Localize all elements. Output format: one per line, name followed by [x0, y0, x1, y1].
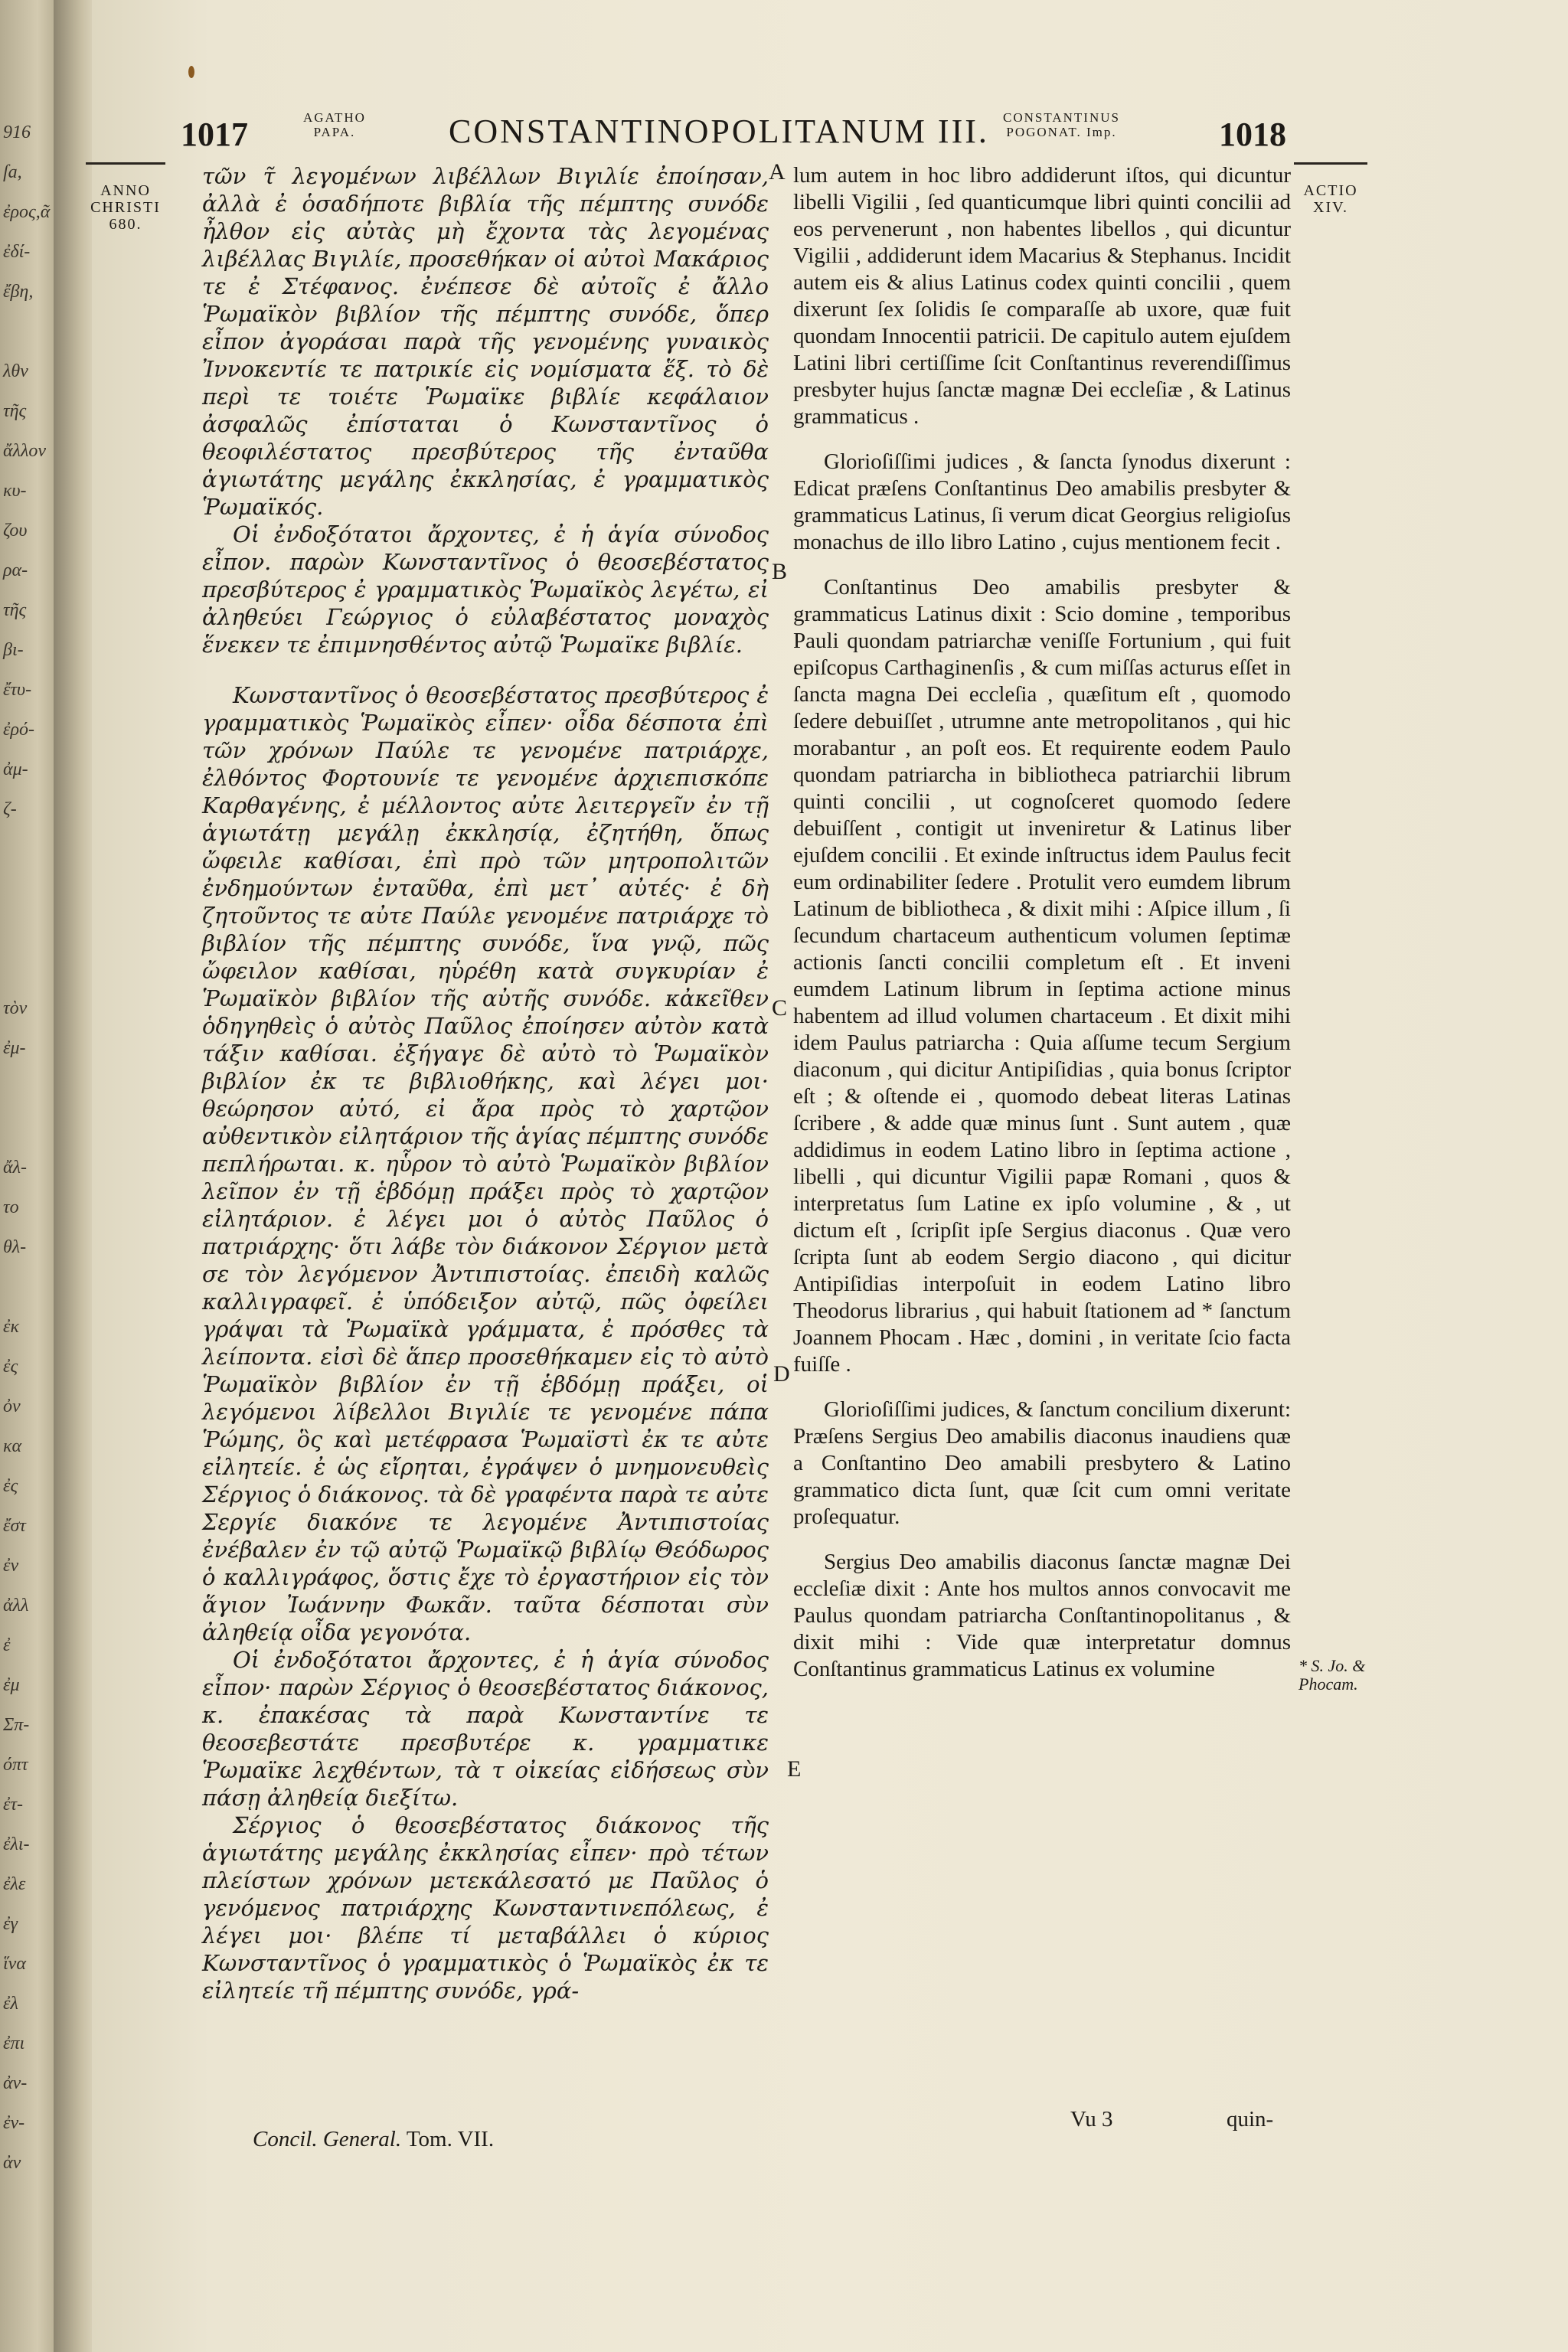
- section-letter-d: D: [773, 1361, 790, 1387]
- page-number-left: 1017: [181, 116, 248, 153]
- previous-page-fragment: ἀν-: [3, 2073, 28, 2093]
- previous-page-fragment: ἀλλ: [3, 1596, 29, 1615]
- previous-page-fragment: ἄλ-: [3, 1158, 27, 1178]
- latin-paragraph: Conſtantinus Deo amabilis presbyter & grammaticus Latinus dixit : Scio domine , temporibus Pauli quondam patriarchæ veniſſe Fortunium , qui fuit epiſcopus Carthaginenſis , & cum miſſas acturus eſſet in ſancta magna Dei eccleſia , quæſitum eſt , quomodo ſedere debuiſſet , utrumne ante metropolitanos , qui hic morabantur , an poſt eos. Et requirente eodem Paulo quondam patriarcha in bibliotheca patriarchii librum quinti concilii , ut cognoſceret quomodo ſedere debuiſſent , contigit ut inveniretur & Latinus liber ejuſdem concilii . Et exinde inſtructus idem Paulus fecit eum ordinabiliter ſedere . Protulit vero eumdem librum Latinum de bibliotheca , & dixit mihi : Aſpice illum , ſi ſecundum chartaceum authenticum volumen ſeptimæ actionis ſancti concilii completum eſt . Et inveni eumdem Latinum librum in ſeptima actione minus habentem ad illud volumen chartaceum . Et dixit mihi idem Paulus patriarcha : Quia aſſume tecum Sergium diaconum , qui dicitur Antipiſidias , quia bonus ſcriptor eſt ; & oſtende ei , quomodo debeat literas Latinas ſcribere , & adde quæ minus ſunt . Sunt autem , quæ addidimus in eodem Latino libro in ſeptima actione , libelli , qui dicuntur Vigilii papæ Romani , quos & interpretatus ſum Latine ex ipſo volumine , & , ut dictum eſt , ſcripſit ipſe Sergius diaconus . Quæ vero ſcripta ſunt ab eodem Sergio diacono , qui dicitur Antipiſidias interpoſuit in eodem Latino libro Theodorus librarius , qui habuit ſtationem ad * ſanctum Joannem Phocam . Hæc , domini , in veritate ſcio facta fuiſſe .: [793, 575, 1291, 1377]
- greek-paragraph: Σέργιος ὁ θεοσεβέστατος διάκονος τῆς ἁγιωτάτης μεγάλης ἐκκλησίας εἶπεν· πρὸ τέτων πλείστων χρόνων μετεκάλεσατό με Παῦλος ὁ γενόμενος πατριάρχης Κωνσταντινεπόλεως, ἐ λέγει μοι· βλέπε τί μεταβάλλει ὁ κύριος Κωνσταντῖνος ὁ γραμματικὸς ὁ Ῥωμαϊκὸς ἐκ τε εἰλητείε τῆ πέμπτης συνόδε, γρά-: [202, 1812, 769, 2004]
- previous-page-edge: [0, 0, 54, 2352]
- margin-rule-right: [1294, 162, 1367, 165]
- latin-column: [793, 162, 1291, 1683]
- year-christi: CHRISTI: [90, 199, 161, 216]
- previous-page-fragment: ἀμ-: [3, 760, 28, 779]
- greek-paragraph: Οἱ ἐνδοξότατοι ἄρχοντες, ἐ ἡ ἁγία σύνοδος εἶπον· παρὼν Σέργιος ὁ θεοσεβέστατος διάκονος, κ. ἐπακέσας τὰ παρὰ Κωνσταντίνε τε θεοσεβεστάτε πρεσβυτέρε κ. γραμματικε Ῥωμαϊκε λεχθέντων, τὰ τ οἰκείας εἰδήσεως σὺν πάσῃ ἀληθείᾳ διεξίτω.: [202, 1647, 769, 1811]
- ink-blot: [188, 66, 194, 78]
- footer-tome: Tom. VII.: [406, 2127, 495, 2151]
- greek-paragraph: Οἱ ἐνδοξότατοι ἄρχοντες, ἐ ἡ ἁγία σύνοδος εἶπον. παρὼν Κωνσταντῖνος ὁ θεοσεβέστατος πρεσβύτερος ἐ γραμματικὸς Ῥωμαϊκὸς λεγέτω, εἰ ἀληθεύει Γεώργιος ὁ εὐλαβέστατος μοναχὸς ἕνεκεν τε ἐπιμνησθέντος αὐτῷ Ῥωμαϊκε βιβλίε.: [202, 521, 769, 658]
- header-pope: [303, 110, 366, 139]
- header-pope-name: AGATHO: [303, 110, 366, 125]
- previous-page-fragment: ἐκ: [3, 1317, 19, 1337]
- previous-page-fragment: ἔτυ-: [3, 680, 32, 700]
- previous-page-fragment: ὀν: [3, 1396, 21, 1416]
- previous-page-fragment: ἐμ-: [3, 1038, 26, 1058]
- running-title: CONSTANTINOPOLITANUM III.: [449, 113, 989, 150]
- year-number: 680.: [109, 216, 142, 233]
- previous-page-fragment: ἐλι-: [3, 1834, 30, 1854]
- previous-page-fragment: ρα-: [3, 560, 28, 580]
- actio-number: XIV.: [1313, 199, 1348, 216]
- header-pope-title: PAPA.: [313, 125, 356, 139]
- margin-rule-left: [86, 162, 165, 165]
- section-letter-c: C: [772, 995, 788, 1021]
- previous-page-fragment: τὸν: [3, 998, 28, 1018]
- marginal-note-line: * S. Jo. &: [1298, 1656, 1366, 1675]
- latin-paragraph: Glorioſiſſimi judices, & ſanctum concilium dixerunt: Præſens Sergius Deo amabilis diaconus inaudiens quæ a Conſtantino Deo amabili presbytero & Latino grammatico dicta ſunt, quæ ſcit cum omni veritate proſequatur.: [793, 1397, 1291, 1529]
- previous-page-fragment: ζου: [3, 521, 28, 541]
- section-letter-b: B: [772, 559, 788, 584]
- previous-page-fragment: ἔβη,: [3, 282, 34, 302]
- actio-label: ACTIO: [1303, 182, 1358, 199]
- previous-page-fragment: ἄλλον: [3, 441, 47, 461]
- previous-page-fragment: κα: [3, 1436, 22, 1456]
- header-emperor-name: CONSTANTINUS: [1003, 110, 1120, 125]
- page-number-right: 1018: [1219, 116, 1286, 153]
- previous-page-fragment: θλ-: [3, 1237, 27, 1257]
- previous-page-fragment: ἐ: [3, 1635, 11, 1655]
- signature-mark: Vu 3: [1070, 2107, 1113, 2132]
- previous-page-fragment: ἐδί-: [3, 242, 31, 262]
- previous-page-fragment: τῆς: [3, 600, 27, 620]
- previous-page-fragment: ζ-: [3, 799, 17, 819]
- previous-page-fragment: ἐτ-: [3, 1795, 24, 1815]
- previous-page-fragment: ſa,: [3, 162, 22, 182]
- previous-page-fragment: ἐγ: [3, 1914, 18, 1934]
- previous-page-fragment: ἐς: [3, 1357, 18, 1377]
- section-letter-e: E: [787, 1756, 802, 1782]
- catchword: quin-: [1227, 2107, 1274, 2132]
- previous-page-fragment: ἔστ: [3, 1516, 26, 1536]
- previous-page-fragment: ἵνα: [3, 1954, 26, 1974]
- previous-page-fragment: 916: [3, 122, 31, 142]
- previous-page-fragment: Σπ-: [3, 1715, 30, 1735]
- year-margin-note: [86, 182, 165, 233]
- greek-paragraph: τῶν τ̃ λεγομένων λιβέλλων Βιγιλίε ἐποίησαν, ἀλλὰ ἐ ὁσαδήποτε βιβλία τῆς πέμπτης συνόδε ἦλθον εἰς αὐτὰς μὴ ἔχοντα τὰς λεγομένας λιβέλλας Βιγιλίε, προσεθήκαν οἱ αὐτοὶ Μακάριος τε ἐ Στέφανος. ἐνέπεσε δὲ αὐτοῖς ἐ ἄλλο Ῥωμαϊκὸν βιβλίον τῆς πέμπτης συνόδε, ὅπερ εἶπον ἀγοράσαι παρὰ τῆς γενομένης γυναικὸς Ἰννοκεντίε τε πατρικίε εἰς νομίσματα ἕξ. τὸ δὲ περὶ τε τοιέτε Ῥωμαϊκε βιβλίε κεφάλαιον ἀσφαλῶς ἐπίσταται ὁ Κωνσταντῖνος ὁ θεοφιλέστατος πρεσβύτερος τῆς ἐνταῦθα ἁγιωτάτης μεγάλης ἐκκλησίας, ἐ γραμματικὸς Ῥωμαϊκός.: [202, 163, 769, 520]
- section-letter-a: A: [769, 159, 786, 185]
- header-emperor-title: POGONAT. Imp.: [1006, 125, 1117, 139]
- latin-paragraph: lum autem in hoc libro addiderunt iſtos, qui dicuntur libelli Vigilii , ſed quanticumque libri quinti concilii ad eos pervenerunt , non habentes libellos , qui dicuntur Vigilii , addiderunt idem Macarius & Stephanus. Incidit autem eis & alius Latinus codex quinti concilii , quem dixerunt ſex ſolidis ſe comparaſſe ab uxore, quæ fuit quondam Innocentii patricii. De capitulo autem ejuſdem Latini libri certiſſime ſcit Conſtantinus reverendiſſimus presbyter hujus ſanctæ magnæ Dei eccleſiæ , & Latinus grammaticus .: [793, 163, 1291, 429]
- actio-margin-note: [1294, 182, 1367, 216]
- previous-page-fragment: ἀν: [3, 2153, 21, 2173]
- marginal-note: [1298, 1657, 1365, 1694]
- footer-title: Concil. General.: [253, 2127, 402, 2151]
- previous-page-fragment: κυ-: [3, 481, 27, 501]
- previous-page-fragment: ἐν: [3, 1556, 19, 1576]
- previous-page-fragment: ἐμ: [3, 1675, 20, 1695]
- previous-page-fragment: όπτ: [3, 1755, 28, 1775]
- previous-page-fragment: ἐλ: [3, 1994, 18, 2014]
- previous-page-fragment: το: [3, 1197, 19, 1217]
- header-emperor: [1003, 110, 1120, 139]
- previous-page-fragment: βι-: [3, 640, 24, 660]
- page-footer: [253, 2127, 494, 2152]
- year-anno: ANNO: [100, 182, 151, 199]
- latin-paragraph: Glorioſiſſimi judices , & ſancta ſynodus dixerunt : Edicat præſens Conſtantinus Deo amabilis presbyter & grammaticus Latinus, ſi verum dicat Georgius religioſus monachus de illo libro Latino , cujus mentionem fecit .: [793, 449, 1291, 554]
- previous-page-fragment: ἐν-: [3, 2113, 25, 2133]
- previous-page-fragment: ἐλε: [3, 1874, 26, 1894]
- previous-page-fragment: ἐπι: [3, 2034, 25, 2053]
- greek-paragraph: Κωνσταντῖνος ὁ θεοσεβέστατος πρεσβύτερος ἐ γραμματικὸς Ῥωμαϊκὸς εἶπεν· οἶδα δέσποτα ἐπὶ τῶν χρόνων Παύλε τε γενομένε πατριάρχε, ἐλθόντος Φορτουνίε τε γενομένε ἀρχιεπισκόπε Καρθαγένης, ἐ μέλλοντος αὐτε λειτεργεῖν ἐν τῇ ἁγιωτάτῃ μεγάλῃ ἐκκλησίᾳ, ἐζητήθη, ὅπως ὤφειλε καθίσαι, ἐπὶ πρὸ τῶν μητροπολιτῶν ἐνδημούντων ἐνταῦθα, ἐπὶ μετ᾽ αὐτές· ἐ δὴ ζητοῦντος τε αὐτε Παύλε γενομένε πατριάρχε τὸ βιβλίον τῆς πέμπτης συνόδε, ἵνα γνῷ, πῶς ὤφειλον καθίσαι, ηὑρέθη κατὰ συγκυρίαν ἐ Ῥωμαϊκὸν βιβλίον τῆς αὐτῆς συνόδε. κἀκεῖθεν ὁδηγηθεὶς ὁ αὐτὸς Παῦλος ἐποίησεν αὐτὸν κατὰ τάξιν καθίσαι. ἐξήγαγε δὲ αὐτὸ τὸ Ῥωμαϊκὸν βιβλίον ἐκ τε βιβλιοθήκης, καὶ λέγει μοι· θεώρησον αὐτό, εἰ ἄρα πρὸς τὸ χαρτῷον αὐθεντικὸν εἰλητάριον τῆς ἁγίας πέμπτης συνόδε πεπλήρωται. κ. ηὗρον τὸ αὐτὸ Ῥωμαϊκὸν βιβλίον λεῖπον ἐν τῇ ἑβδόμῃ πράξει πρὸς τὸ χαρτῷον εἰλητάριον. ἐ λέγει μοι ὁ αὐτὸς Παῦλος ὁ πατριάρχης· ὅτι λάβε τὸν διάκονον Σέργιον μετὰ σε τὸν λεγόμενον Ἀντιπιστοίας. ἐπειδὴ καλῶς καλλιγραφεῖ. ἐ ὑπόδειξον αὐτῷ, πῶς ὀφείλει γράψαι τὰ Ῥωμαϊκὰ γράμματα, ἐ πρόσθες τὰ λείποντα. εἰσὶ δὲ ἅπερ προσεθήκαμεν εἰς τὸ αὐτὸ Ῥωμαϊκὸν βιβλίον ἐν τῇ ἑβδόμῃ πράξει, οἱ λεγόμενοι λίβελλοι Βιγιλίε τε γενομένε πάπα Ῥώμης, ὃς καὶ μετέφρασα Ῥωμαϊστὶ ἐκ τε αὐτε εἰλητείε. ἐ ὡς εἴρηται, ἐγράψεν ὁ μνημονευθεὶς Σέργιος ὁ διάκονος. τὰ δὲ γραφέντα παρὰ τε αὐτε Σεργίε διακόνε τε λεγομένε Ἀντιπιστοίας ἐνέβαλεν ἐν τῷ αὐτῷ Ῥωμαϊκῷ βιβλίῳ Θεόδωρος ὁ καλλιγράφος, ὅστις ἔχε τὸ ἐργαστήριον εἰς τὸν ἅγιον Ἰωάννην Φωκᾶν. ταῦτα δέσποται σὺν ἀληθείᾳ οἶδα γεγονότα.: [202, 682, 769, 1645]
- previous-page-fragment: ἐρος,ᾶ: [3, 202, 51, 222]
- previous-page-fragment: λθν: [3, 361, 28, 381]
- latin-paragraph: Sergius Deo amabilis diaconus ſanctæ magnæ Dei eccleſiæ dixit : Ante hos multos annos convocavit me Paulus quondam patriarcha Conſtantinopolitanus , & dixit mihi : Vide quæ interpretatur domnus Conſtantinus grammaticus Latinus ex volumine: [793, 1550, 1291, 1681]
- marginal-note-line: Phocam.: [1298, 1674, 1358, 1694]
- previous-page-fragment: ἐς: [3, 1476, 18, 1496]
- greek-column: [202, 162, 769, 2004]
- previous-page-fragment: ἐρό-: [3, 720, 34, 740]
- previous-page-fragment: τῆς: [3, 401, 27, 421]
